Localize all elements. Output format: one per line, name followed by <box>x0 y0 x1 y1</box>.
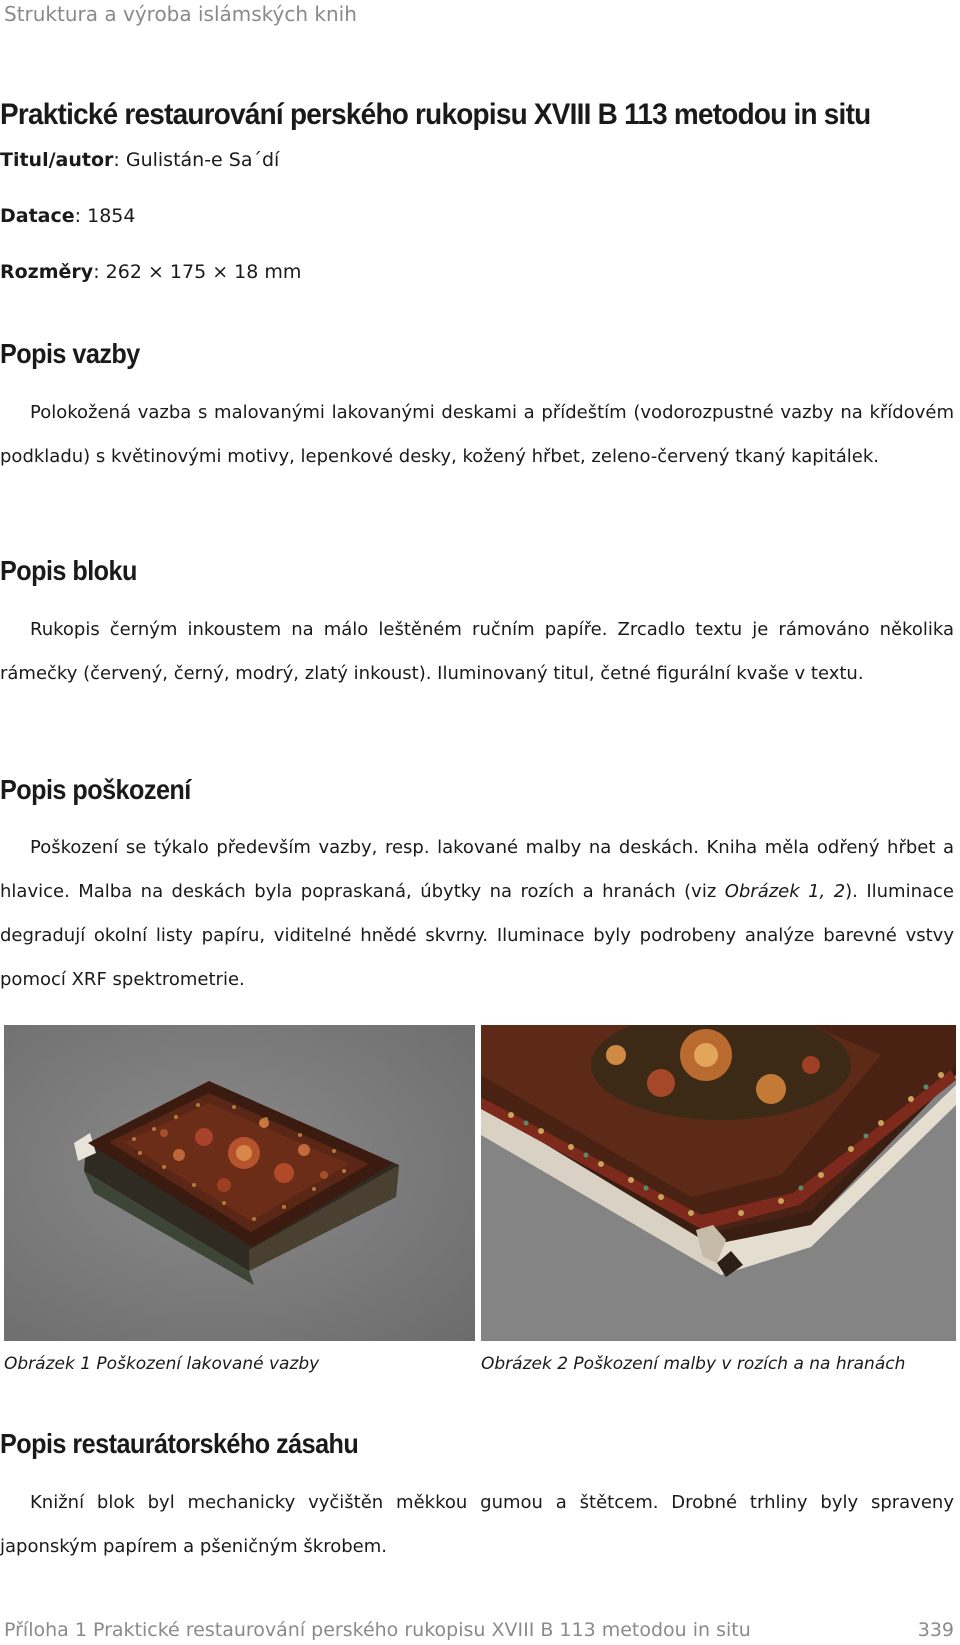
meta-datace: Datace: 1854 <box>0 205 136 227</box>
page-number: 339 <box>917 1619 954 1641</box>
figure-1-photo <box>4 1025 475 1341</box>
footer-text: Příloha 1 Praktické restaurování perského rukopisu XVIII B 113 metodou in situ <box>4 1619 751 1641</box>
page-footer <box>4 1619 954 1641</box>
paragraph-popis-poskozeni <box>0 826 954 1002</box>
poskozeni-text-before: Poškození se týkalo především vazby, resp. lakované malby na deskách. Kniha měla odřený hřbet a hlavice. Malba na deskách byla popraskaná, úbytky na rozích a hranách (viz <box>0 837 954 902</box>
meta-titul-label: Titul/autor <box>0 149 114 171</box>
figure-1-caption: Obrázek 1 Poškození lakované vazby <box>4 1354 320 1374</box>
meta-rozmery-value: 262 × 175 × 18 mm <box>105 261 302 283</box>
page-title: Praktické restaurování perského rukopisu XVIII B 113 metodou in situ <box>0 98 871 131</box>
meta-titul: Titul/autor: Gulistán-e Sa´dí <box>0 149 280 171</box>
figure-2-caption: Obrázek 2 Poškození malby v rozích a na hranách <box>481 1354 906 1374</box>
heading-popis-poskozeni: Popis poškození <box>0 774 191 805</box>
heading-popis-vazby: Popis vazby <box>0 338 140 369</box>
figure-2-illustration <box>481 1025 956 1341</box>
meta-rozmery-label: Rozměry <box>0 261 94 283</box>
paragraph-popis-zasahu: Knižní blok byl mechanicky vyčištěn měkkou gumou a štětcem. Drobné trhliny byly spraveny japonským papírem a pšeničným škrobem. <box>0 1492 954 1557</box>
running-head: Struktura a výroba islámských knih <box>4 2 357 26</box>
meta-titul-value: Gulistán-e Sa´dí <box>125 149 280 171</box>
heading-popis-bloku: Popis bloku <box>0 555 137 586</box>
figure-2-photo <box>481 1025 956 1341</box>
heading-popis-zasahu: Popis restaurátorského zásahu <box>0 1428 359 1459</box>
meta-rozmery: Rozměry: 262 × 175 × 18 mm <box>0 261 302 283</box>
paragraph-popis-vazby: Polokožená vazba s malovanými lakovanými deskami a přídeštím (vodorozpustné vazby na křídovém podkladu) s květinovými motivy, lepenkové desky, kožený hřbet, zeleno-červený tkaný kapitálek. <box>0 402 954 467</box>
meta-datace-label: Datace <box>0 205 75 227</box>
figure-reference: Obrázek 1, 2 <box>724 881 846 902</box>
meta-datace-value: 1854 <box>87 205 136 227</box>
figure-1-illustration <box>4 1025 475 1341</box>
poskozeni-text-after: ). Iluminace degradují okolní listy papíru, viditelné hnědé skvrny. Iluminace byly podrobeny analýze barevné vstvy pomocí XRF spektrometrie. <box>0 881 954 990</box>
paragraph-popis-bloku: Rukopis černým inkoustem na málo leštěném ručním papíře. Zrcadlo textu je rámováno několika rámečky (červený, černý, modrý, zlatý inkoust). Iluminovaný titul, četné figurální kvaše v textu. <box>0 619 954 684</box>
